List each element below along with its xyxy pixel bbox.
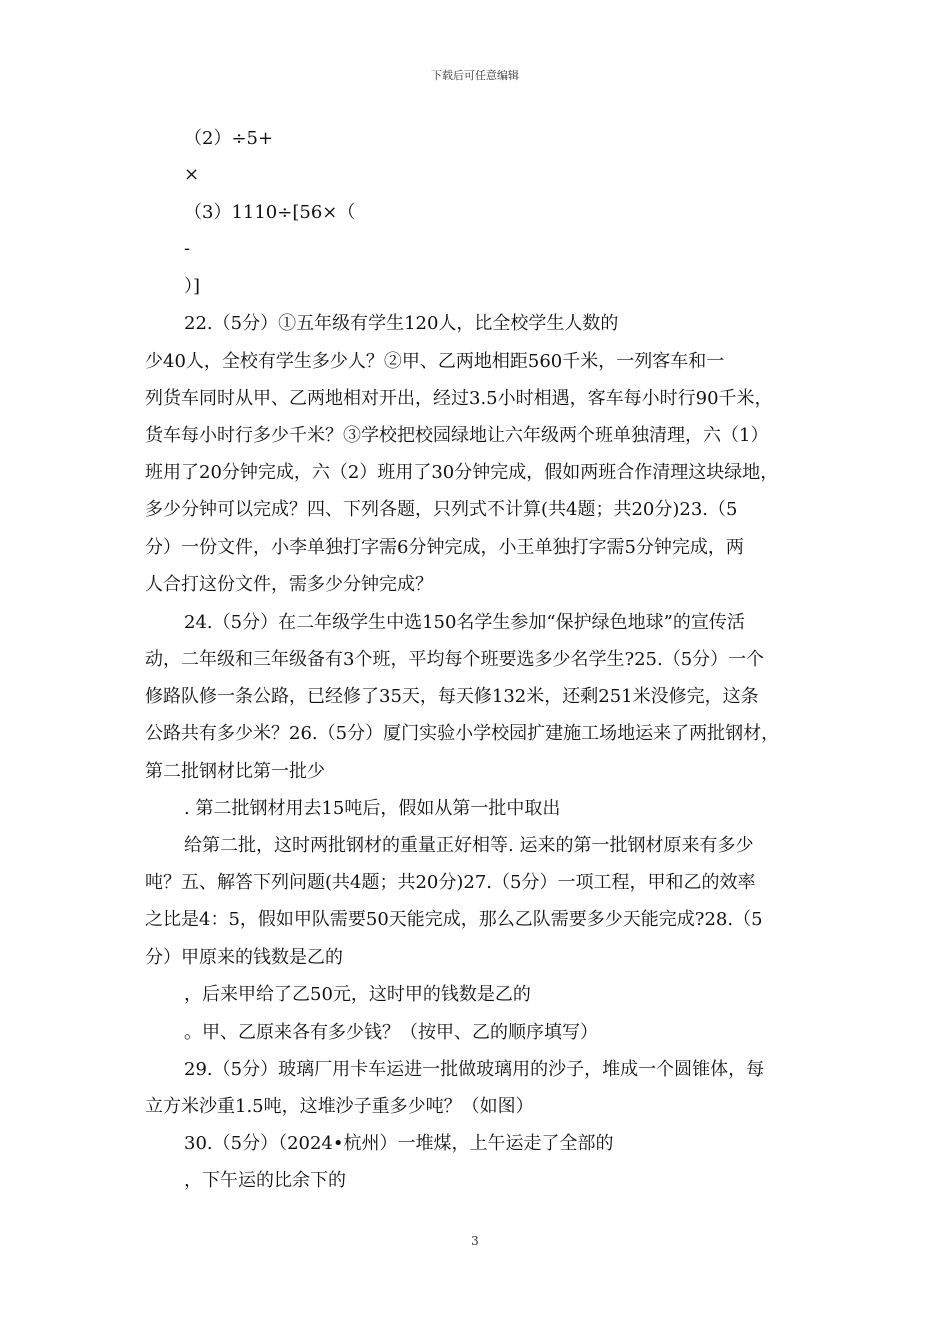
text-line: 公路共有多少米？26.（5分）厦门实验小学校园扩建施工场地运来了两批钢材， [145,723,780,744]
text-line: 30.（5分）（2024•杭州）一堆煤，上午运走了全部的 [184,1133,614,1154]
text-line: 分）甲原来的钱数是乙的 [145,947,343,968]
page-header: 下载后可任意编辑 [431,69,519,82]
text-line: 给第二批，这时两批钢材的重量正好相等. 运来的第一批钢材原来有多少 [184,835,754,856]
text-line: 修路队修一条公路，已经修了35天，每天修132米，还剩251米没修完，这条 [145,686,759,707]
text-line: 人合打这份文件，需多少分钟完成？ [145,574,433,595]
text-line: 29.（5分）玻璃厂用卡车运进一批做玻璃用的沙子，堆成一个圆锥体，每 [184,1059,765,1080]
text-line: 吨？五、解答下列问题(共4题；共20分)27.（5分）一项工程，甲和乙的效率 [145,872,756,893]
text-line: . 第二批钢材用去15吨后，假如从第一批中取出 [184,798,561,819]
text-line: 分）一份文件，小李单独打字需6分钟完成，小王单独打字需5分钟完成，两 [145,537,744,558]
text-line: （2）÷5+ [184,128,274,149]
text-line: 24.（5分）在二年级学生中选150名学生参加“保护绿色地球”的宣传活 [184,612,745,633]
text-line: 货车每小时行多少千米？③学校把校园绿地让六年级两个班单独清理，六（1） [145,425,769,446]
text-line: ）] [184,276,201,297]
text-line: 22.（5分）①五年级有学生120人，比全校学生人数的 [184,313,619,334]
text-line: 班用了20分钟完成，六（2）班用了30分钟完成，假如两班合作清理这块绿地， [145,462,779,483]
text-line: 。甲、乙原来各有多少钱？（按甲、乙的顺序填写） [184,1022,598,1043]
text-line: 立方米沙重1.5吨，这堆沙子重多少吨？（如图） [145,1096,534,1117]
text-line: 少40人，全校有学生多少人？②甲、乙两地相距560千米，一列客车和一 [145,351,725,372]
page-number: 3 [471,1234,479,1248]
text-line: - [184,238,191,259]
text-line: ，后来甲给了乙50元，这时甲的钱数是乙的 [184,984,531,1005]
text-line: 多少分钟可以完成？四、下列各题，只列式不计算(共4题；共20分)23.（5 [145,499,738,520]
text-line: （3）1110÷[56×（ [184,202,356,223]
text-line: 动，二年级和三年级备有3个班，平均每个班要选多少名学生?25.（5分）一个 [145,649,765,670]
text-line: 列货车同时从甲、乙两地相对开出，经过3.5小时相遇，客车每小时行90千米， [145,388,773,409]
text-line: × [184,164,200,185]
text-line: 第二批钢材比第一批少 [145,761,325,782]
text-line: ，下午运的比余下的 [184,1170,346,1191]
text-line: 之比是4：5，假如甲队需要50天能完成，那么乙队需要多少天能完成?28.（5 [145,909,763,930]
